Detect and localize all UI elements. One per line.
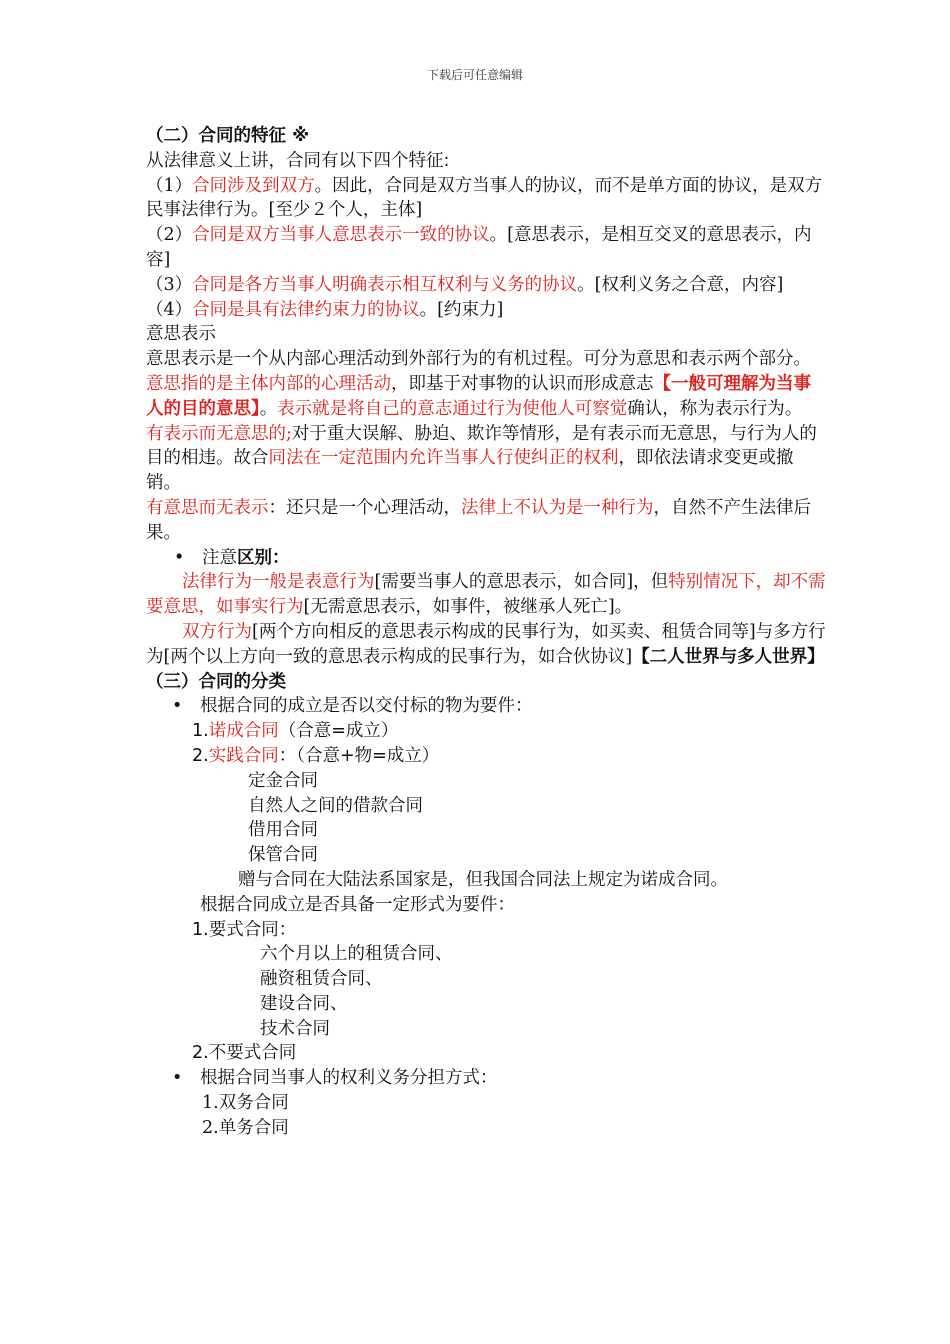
class-3-item-1: 1.双务合同 <box>202 1093 289 1114</box>
feature-2-num: （2） <box>146 225 193 246</box>
yisi-no-biaoshi <box>146 496 826 546</box>
feature-1-num: （1） <box>146 175 193 196</box>
feature-3-text: 。[权利义务之合意，内容] <box>577 274 784 295</box>
item-num: 2. <box>192 745 209 766</box>
class-1 <box>146 694 826 719</box>
feature-2 <box>146 223 826 273</box>
p3-text2: ，自然不产生法律后果。 <box>146 497 811 543</box>
n1-text2: [无需意思表示，如事件，被继承人死亡]。 <box>303 597 633 618</box>
item-key: 实践合同 <box>208 745 279 766</box>
feature-3-key: 合同是各方当事人明确表示相互权利与义务的协议 <box>192 274 578 295</box>
n2-key: 双方行为 <box>182 621 252 642</box>
class-1-sub-4: 保管合同 <box>248 845 318 866</box>
n2-text: [两个方向相反的意思表示构成的民事行为，如买卖、租赁合同等]与多方行为[两个以上方向一致的意思表示构成的民事行为，如合伙协议] <box>146 621 826 667</box>
class-2: 根据合同成立是否具备一定形式为要件： <box>200 894 515 915</box>
yisi-p1g: 确认，称为表示行为。 <box>627 398 803 419</box>
feature-4-text: 。[约束力] <box>419 299 504 320</box>
n1-text: [需要当事人的意思表示，如合同]，但 <box>374 572 669 593</box>
feature-1 <box>146 174 826 224</box>
yisi-paragraph <box>146 347 826 421</box>
document-body <box>146 124 826 1141</box>
bullet-icon: • <box>172 696 183 717</box>
note-bullet <box>146 546 826 571</box>
class-1-item-1 <box>146 719 826 744</box>
note-label: 注意 <box>202 547 237 568</box>
section-heading-classification: （三）合同的分类 <box>146 671 286 692</box>
feature-3-num: （3） <box>146 274 193 295</box>
p2-text: 对于重大误解、胁迫、欺诈等情形，是有表示而无意思，与行为人的目的相违。故合 <box>146 423 817 469</box>
class-1-item-2 <box>146 744 826 769</box>
feature-4 <box>146 298 826 323</box>
yisi-p1c: ，即基于对事物的认识而形成意志 <box>391 373 654 394</box>
yisi-p1e: 。 <box>259 398 278 419</box>
class-3 <box>146 1066 826 1091</box>
class-1-sub-3: 借用合同 <box>248 820 318 841</box>
class-3-item-2: 2.单务合同 <box>202 1117 289 1138</box>
class-2-sub-2: 融资租赁合同、 <box>260 969 383 990</box>
biaoshi-no-yisi <box>146 422 826 496</box>
class-2-sub-3: 建设合同、 <box>260 993 348 1014</box>
feature-2-text: 。[意思表示，是相互交叉的意思表示，内容] <box>146 225 812 270</box>
yisi-p1a: 意思表示是一个从内部心理活动到外部行为的有机过程。可分为意思和表示两个部分。 <box>146 349 811 370</box>
class-1-text: 根据合同的成立是否以交付标的物为要件： <box>200 696 533 717</box>
note-line-2 <box>146 620 826 670</box>
class-2-item-2: 2.不要式合同 <box>192 1043 297 1064</box>
yisi-p1d: 【一般可理解为当事人的目的意思】 <box>146 373 811 419</box>
feature-1-text: 。因此，合同是双方当事人的协议，而不是单方面的协议，是双方民事法律行为。[至少２个人，主体] <box>146 175 823 221</box>
n1-key2: 特别情况下，却不需要意思，如事实行为 <box>146 572 826 618</box>
features-intro: 从法律意义上讲，合同有以下四个特征: <box>146 150 450 171</box>
bullet-icon: • <box>174 547 185 568</box>
p3-key2: 法律上不认为是一种行为 <box>461 497 654 518</box>
yisi-title: 意思表示 <box>146 324 216 345</box>
note-label-bold: 区别： <box>237 547 290 568</box>
item-text: ：（合意+物=成立） <box>278 745 440 766</box>
feature-2-key: 合同是双方当事人意思表示一致的协议 <box>192 225 490 246</box>
p2-text2: ，即依法请求变更或撤销。 <box>146 448 794 494</box>
p2-key2: 同法在一定范围内允许当事人行使纠正的权利 <box>268 448 619 469</box>
class-1-sub-2: 自然人之间的借款合同 <box>248 795 423 816</box>
note-line-1 <box>146 570 826 620</box>
bullet-icon: • <box>172 1068 183 1089</box>
item-text: （合意=成立） <box>278 721 399 742</box>
class-2-sub-4: 技术合同 <box>260 1018 330 1039</box>
class-1-sub-1: 定金合同 <box>248 770 318 791</box>
class-2-item-1: 1.要式合同： <box>192 919 297 940</box>
n2-bold: 【二人世界与多人世界】 <box>632 646 825 667</box>
page-header: 下载后可任意编辑 <box>426 68 523 82</box>
yisi-p1f: 表示就是将自己的意志通过行为使他人可察觉 <box>277 398 628 419</box>
p3-text: ：还只是一个心理活动， <box>268 497 461 518</box>
feature-3 <box>146 273 826 298</box>
class-1-note: 赠与合同在大陆法系国家是，但我国合同法上规定为诺成合同。 <box>238 869 728 890</box>
n1-key: 法律行为一般是表意行为 <box>182 572 375 593</box>
feature-4-num: （4） <box>146 299 193 320</box>
item-num: 1. <box>192 721 209 742</box>
yisi-p1b: 意思指的是主体内部的心理活动 <box>146 373 391 394</box>
section-heading-features: （二）合同的特征 ※ <box>146 126 310 146</box>
p3-key: 有意思而无表示 <box>146 497 269 518</box>
class-3-text: 根据合同当事人的权利义务分担方式： <box>200 1068 498 1089</box>
feature-4-key: 合同是具有法律约束力的协议 <box>192 299 420 320</box>
item-key: 诺成合同 <box>208 721 279 742</box>
class-2-sub-1: 六个月以上的租赁合同、 <box>260 944 453 965</box>
p2-key: 有表示而无意思的; <box>146 423 292 444</box>
feature-1-key: 合同涉及到双方 <box>192 175 315 196</box>
